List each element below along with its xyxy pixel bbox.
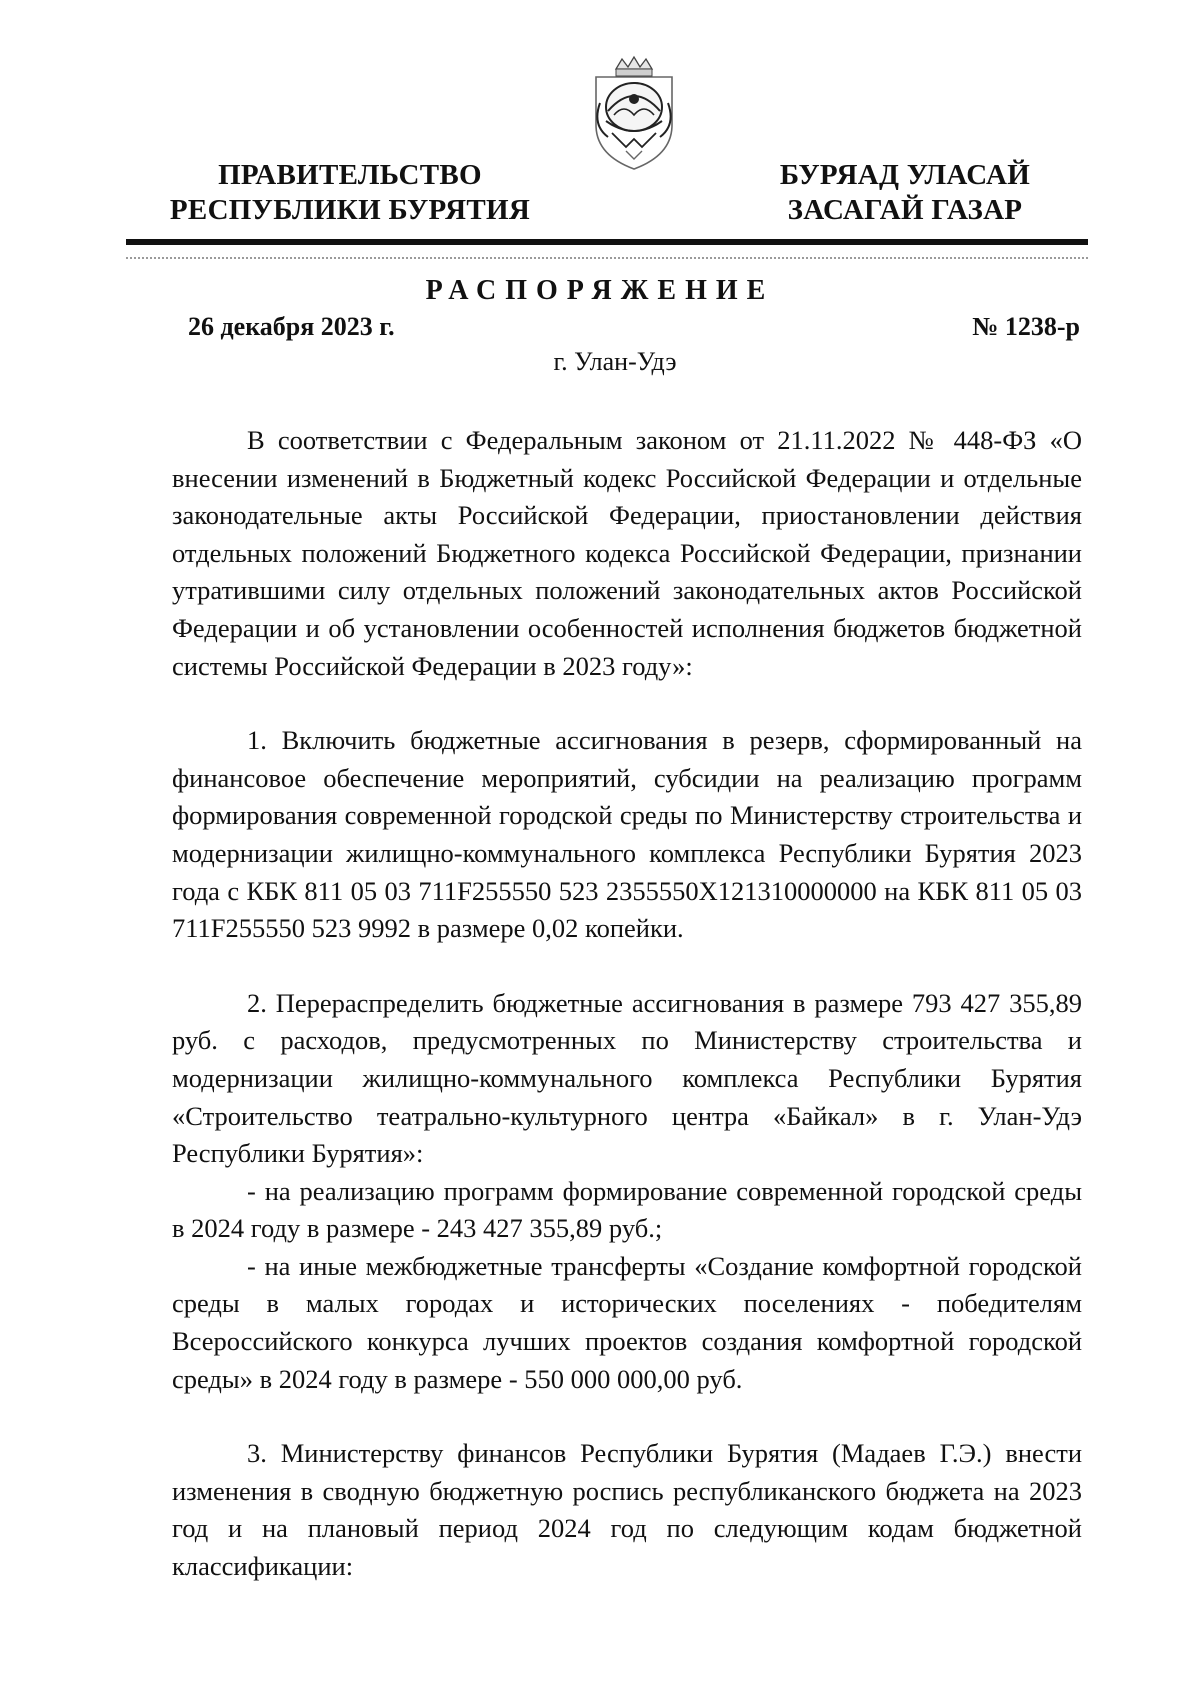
document-date: 26 декабря 2023 г.	[188, 312, 395, 341]
preamble-paragraph: В соответствии с Федеральным законом от 21.11.2022 № 448-ФЗ «О внесении изменений в Бюджетный кодекс Российской Федерации и отдельные законодательные акты Российской Федерации, приостановлении действия отдельных положений Бюджетного кодекса Российской Федерации, признании утратившими силу отдельных положений законодательных актов Российской Федерации и об установлении особенностей исполнения бюджетов бюджетной системы Российской Федерации в 2023 году»:	[172, 425, 1082, 681]
item-2-subitem-2: - на иные межбюджетные трансферты «Создание комфортной городской среды в малых городах и исторических поселениях - победителям Всероссийского конкурса лучших проектов создания комфортной городской среды» в 2024 году в размере - 550 000 000,00 руб.	[172, 1250, 1082, 1394]
document-city: г. Улан-Удэ	[553, 347, 677, 376]
document-body	[172, 422, 1082, 1586]
header-right-line2: ЗАСАГАЙ ГАЗАР	[787, 194, 1023, 226]
coat-of-arms-icon	[586, 55, 682, 173]
header-left-line2: РЕСПУБЛИКИ БУРЯТИЯ	[169, 194, 531, 226]
item-2-paragraph: 2. Перераспределить бюджетные ассигнования в размере 793 427 355,89 руб. с расходов, предусмотренных по Министерству строительства и модернизации жилищно-коммунального комплекса Республики Бурятия «Строительство театрально-культурного центра «Байкал» в г. Улан-Удэ Республики Бурятия»:	[172, 987, 1082, 1169]
document-number: № 1238-р	[972, 312, 1080, 341]
header-right-line1: БУРЯАД УЛАСАЙ	[779, 159, 1031, 191]
header-dotted-rule	[126, 257, 1088, 259]
item-3-paragraph: 3. Министерству финансов Республики Бурятия (Мадаев Г.Э.) внести изменения в сводную бюджетную роспись республиканского бюджета на 2023 год и на плановый период 2024 год по следующим кодам бюджетной классификации:	[172, 1438, 1082, 1582]
item-1-paragraph: 1. Включить бюджетные ассигнования в резерв, сформированный на финансовое обеспечение мероприятий, субсидии на реализацию программ формирования современной городской среды по Министерству строительства и модернизации жилищно-коммунального комплекса Республики Бурятия 2023 года с КБК 811 05 03 711F255550 523 2355550X121310000000 на КБК 811 05 03 711F255550 523 9992 в размере 0,02 копейки.	[172, 725, 1082, 944]
header-rule	[126, 239, 1088, 245]
document-type: РАСПОРЯЖЕНИЕ	[425, 275, 775, 306]
header-left-line1: ПРАВИТЕЛЬСТВО	[218, 159, 482, 191]
government-name-russian	[150, 158, 550, 228]
item-2-subitem-1: - на реализацию программ формирование современной городской среды в 2024 году в размере - 243 427 355,89 руб.;	[172, 1175, 1082, 1244]
government-name-buryat	[765, 158, 1045, 228]
